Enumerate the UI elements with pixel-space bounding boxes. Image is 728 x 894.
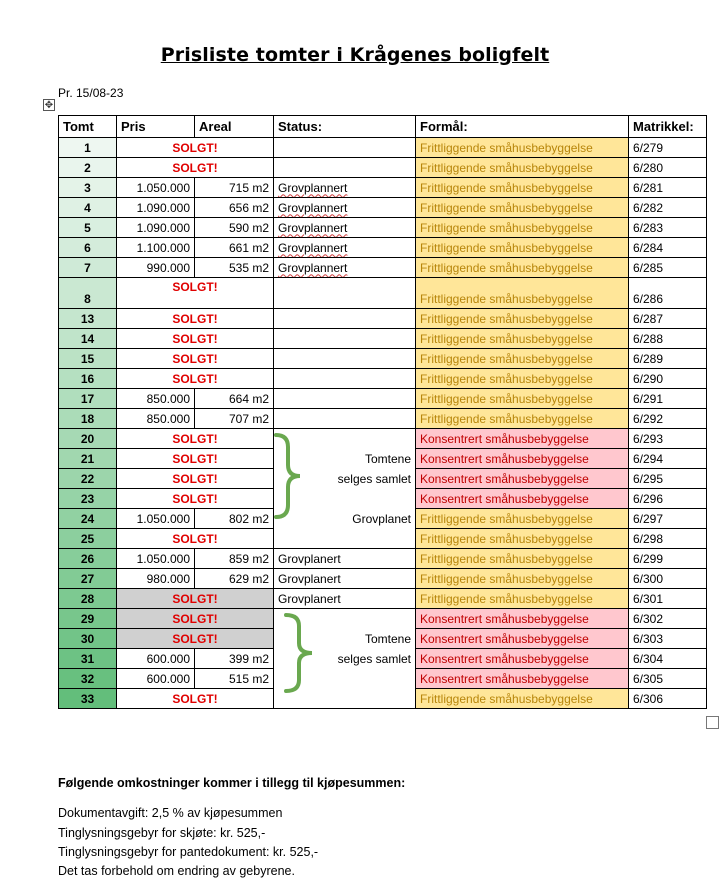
tomt-cell: 4 — [59, 198, 117, 218]
costs-heading: Følgende omkostninger kommer i tillegg til kjøpesummen: — [58, 776, 406, 790]
formal-cell: Frittliggende småhusbebyggelse — [416, 198, 629, 218]
sold-cell: SOLGT! — [117, 589, 274, 609]
formal-cell: Konsentrert småhusbebyggelse — [416, 469, 629, 489]
matrikkel-cell: 6/302 — [629, 609, 707, 629]
matrikkel-cell: 6/300 — [629, 569, 707, 589]
tomt-cell: 13 — [59, 309, 117, 329]
matrikkel-cell: 6/303 — [629, 629, 707, 649]
matrikkel-cell: 6/306 — [629, 689, 707, 709]
matrikkel-cell: 6/279 — [629, 138, 707, 158]
sold-cell: SOLGT! — [117, 629, 274, 649]
table-row — [59, 429, 707, 449]
matrikkel-cell: 6/286 — [629, 278, 707, 309]
tomt-cell: 25 — [59, 529, 117, 549]
formal-cell: Konsentrert småhusbebyggelse — [416, 669, 629, 689]
table-row — [59, 529, 707, 549]
tomt-cell: 20 — [59, 429, 117, 449]
tomt-cell: 15 — [59, 349, 117, 369]
matrikkel-cell: 6/295 — [629, 469, 707, 489]
tomt-cell: 8 — [59, 278, 117, 309]
formal-cell: Frittliggende småhusbebyggelse — [416, 589, 629, 609]
table-row — [59, 198, 707, 218]
price-cell: 1.090.000 — [117, 218, 195, 238]
price-cell: 1.100.000 — [117, 238, 195, 258]
status-text: Grovplannert — [278, 260, 348, 275]
status-text: Grovplannert — [278, 240, 348, 255]
matrikkel-cell: 6/297 — [629, 509, 707, 529]
price-cell: 1.050.000 — [117, 178, 195, 198]
table-row — [59, 238, 707, 258]
table-row — [59, 609, 707, 629]
price-cell: 850.000 — [117, 389, 195, 409]
area-cell: 515 m2 — [195, 669, 274, 689]
matrikkel-cell: 6/304 — [629, 649, 707, 669]
tomt-cell: 28 — [59, 589, 117, 609]
matrikkel-cell: 6/292 — [629, 409, 707, 429]
table-row — [59, 489, 707, 509]
tomt-cell: 6 — [59, 238, 117, 258]
matrikkel-cell: 6/284 — [629, 238, 707, 258]
status-cell — [274, 369, 416, 389]
status-cell — [274, 429, 416, 449]
formal-cell: Konsentrert småhusbebyggelse — [416, 429, 629, 449]
costs-line: Tinglysningsgebyr for skjøte: kr. 525,- — [58, 826, 266, 840]
tomt-cell: 26 — [59, 549, 117, 569]
sold-cell: SOLGT! — [117, 309, 274, 329]
status-cell: Grovplanert — [274, 549, 416, 569]
formal-cell: Frittliggende småhusbebyggelse — [416, 509, 629, 529]
sold-cell: SOLGT! — [117, 429, 274, 449]
tomt-cell: 16 — [59, 369, 117, 389]
table-row — [59, 178, 707, 198]
tomt-cell: 18 — [59, 409, 117, 429]
table-row — [59, 649, 707, 669]
matrikkel-cell: 6/294 — [629, 449, 707, 469]
header-pris: Pris — [117, 116, 195, 138]
area-cell: 802 m2 — [195, 509, 274, 529]
table-row — [59, 589, 707, 609]
formal-cell: Konsentrert småhusbebyggelse — [416, 449, 629, 469]
sold-cell: SOLGT! — [117, 689, 274, 709]
table-row — [59, 309, 707, 329]
header-tomt: Tomt — [59, 116, 117, 138]
tomt-cell: 27 — [59, 569, 117, 589]
price-cell: 850.000 — [117, 409, 195, 429]
sold-cell: SOLGT! — [117, 369, 274, 389]
price-cell: 1.050.000 — [117, 549, 195, 569]
formal-cell: Frittliggende småhusbebyggelse — [416, 278, 629, 309]
status-cell — [274, 669, 416, 689]
matrikkel-cell: 6/283 — [629, 218, 707, 238]
table-row — [59, 629, 707, 649]
matrikkel-cell: 6/301 — [629, 589, 707, 609]
matrikkel-cell: 6/285 — [629, 258, 707, 278]
matrikkel-cell: 6/289 — [629, 349, 707, 369]
status-cell — [274, 309, 416, 329]
header-status: Status: — [274, 116, 416, 138]
table-row — [59, 329, 707, 349]
table-row — [59, 158, 707, 178]
table-move-handle-icon[interactable]: ✥ — [44, 100, 54, 111]
formal-cell: Frittliggende småhusbebyggelse — [416, 569, 629, 589]
table-row — [59, 449, 707, 469]
status-cell — [274, 238, 416, 258]
status-text: Grovplannert — [278, 200, 348, 215]
formal-cell: Frittliggende småhusbebyggelse — [416, 138, 629, 158]
sold-cell: SOLGT! — [117, 609, 274, 629]
costs-line: Tinglysningsgebyr for pantedokument: kr. 525,- — [58, 845, 319, 859]
matrikkel-cell: 6/281 — [629, 178, 707, 198]
tomt-cell: 2 — [59, 158, 117, 178]
price-cell: 600.000 — [117, 649, 195, 669]
sold-cell: SOLGT! — [117, 349, 274, 369]
formal-cell: Frittliggende småhusbebyggelse — [416, 238, 629, 258]
table-resize-handle[interactable] — [706, 716, 719, 729]
table-row — [59, 278, 707, 309]
tomt-cell: 17 — [59, 389, 117, 409]
table-row — [59, 569, 707, 589]
matrikkel-cell: 6/288 — [629, 329, 707, 349]
area-cell: 399 m2 — [195, 649, 274, 669]
matrikkel-cell: 6/287 — [629, 309, 707, 329]
table-row — [59, 409, 707, 429]
status-cell — [274, 489, 416, 509]
costs-line: Det tas forbehold om endring av gebyrene. — [58, 864, 295, 878]
formal-cell: Konsentrert småhusbebyggelse — [416, 629, 629, 649]
price-cell: 980.000 — [117, 569, 195, 589]
tomt-cell: 33 — [59, 689, 117, 709]
formal-cell: Frittliggende småhusbebyggelse — [416, 158, 629, 178]
page-title: Prisliste tomter i Krågenes boligfelt — [160, 44, 550, 66]
formal-cell: Konsentrert småhusbebyggelse — [416, 649, 629, 669]
matrikkel-cell: 6/299 — [629, 549, 707, 569]
sold-cell: SOLGT! — [117, 278, 274, 309]
status-cell: selges samlet — [274, 649, 416, 669]
status-text: Grovplannert — [278, 180, 348, 195]
status-cell: Tomtene — [274, 629, 416, 649]
status-cell — [274, 198, 416, 218]
formal-cell: Frittliggende småhusbebyggelse — [416, 409, 629, 429]
matrikkel-cell: 6/296 — [629, 489, 707, 509]
table-row — [59, 218, 707, 238]
formal-cell: Frittliggende småhusbebyggelse — [416, 529, 629, 549]
formal-cell: Konsentrert småhusbebyggelse — [416, 609, 629, 629]
formal-cell: Frittliggende småhusbebyggelse — [416, 178, 629, 198]
matrikkel-cell: 6/291 — [629, 389, 707, 409]
table-row — [59, 389, 707, 409]
tomt-cell: 30 — [59, 629, 117, 649]
status-cell: selges samlet — [274, 469, 416, 489]
header-areal: Areal — [195, 116, 274, 138]
status-cell — [274, 278, 416, 309]
area-cell: 629 m2 — [195, 569, 274, 589]
matrikkel-cell: 6/293 — [629, 429, 707, 449]
matrikkel-cell: 6/282 — [629, 198, 707, 218]
matrikkel-cell: 6/298 — [629, 529, 707, 549]
status-cell — [274, 689, 416, 709]
tomt-cell: 24 — [59, 509, 117, 529]
table-row — [59, 369, 707, 389]
table-row — [59, 349, 707, 369]
status-cell: Grovplanert — [274, 589, 416, 609]
status-cell — [274, 138, 416, 158]
table-row — [59, 138, 707, 158]
formal-cell: Frittliggende småhusbebyggelse — [416, 689, 629, 709]
area-cell: 661 m2 — [195, 238, 274, 258]
status-cell — [274, 158, 416, 178]
sold-cell: SOLGT! — [117, 489, 274, 509]
formal-cell: Konsentrert småhusbebyggelse — [416, 489, 629, 509]
table-row — [59, 689, 707, 709]
price-table — [58, 115, 707, 709]
area-cell: 859 m2 — [195, 549, 274, 569]
status-cell: Tomtene — [274, 449, 416, 469]
status-cell: Grovplanet — [274, 509, 416, 529]
price-cell: 600.000 — [117, 669, 195, 689]
tomt-cell: 14 — [59, 329, 117, 349]
status-cell — [274, 529, 416, 549]
tomt-cell: 23 — [59, 489, 117, 509]
area-cell: 590 m2 — [195, 218, 274, 238]
sold-cell: SOLGT! — [117, 158, 274, 178]
table-row — [59, 509, 707, 529]
status-cell — [274, 389, 416, 409]
formal-cell: Frittliggende småhusbebyggelse — [416, 218, 629, 238]
formal-cell: Frittliggende småhusbebyggelse — [416, 349, 629, 369]
tomt-cell: 22 — [59, 469, 117, 489]
status-cell — [274, 349, 416, 369]
formal-cell: Frittliggende småhusbebyggelse — [416, 309, 629, 329]
price-date: Pr. 15/08-23 — [58, 86, 124, 100]
tomt-cell: 21 — [59, 449, 117, 469]
status-cell — [274, 178, 416, 198]
costs-line: Dokumentavgift: 2,5 % av kjøpesummen — [58, 806, 283, 820]
status-cell — [274, 409, 416, 429]
price-cell: 1.090.000 — [117, 198, 195, 218]
matrikkel-cell: 6/280 — [629, 158, 707, 178]
table-row — [59, 669, 707, 689]
tomt-cell: 7 — [59, 258, 117, 278]
status-cell — [274, 258, 416, 278]
tomt-cell: 32 — [59, 669, 117, 689]
formal-cell: Frittliggende småhusbebyggelse — [416, 258, 629, 278]
tomt-cell: 29 — [59, 609, 117, 629]
matrikkel-cell: 6/305 — [629, 669, 707, 689]
tomt-cell: 3 — [59, 178, 117, 198]
sold-cell: SOLGT! — [117, 138, 274, 158]
tomt-cell: 5 — [59, 218, 117, 238]
header-matrikkel: Matrikkel: — [629, 116, 707, 138]
sold-cell: SOLGT! — [117, 449, 274, 469]
area-cell: 664 m2 — [195, 389, 274, 409]
price-cell: 1.050.000 — [117, 509, 195, 529]
table-row — [59, 549, 707, 569]
status-cell — [274, 329, 416, 349]
formal-cell: Frittliggende småhusbebyggelse — [416, 389, 629, 409]
price-cell: 990.000 — [117, 258, 195, 278]
formal-cell: Frittliggende småhusbebyggelse — [416, 329, 629, 349]
status-text: Grovplannert — [278, 220, 348, 235]
formal-cell: Frittliggende småhusbebyggelse — [416, 369, 629, 389]
sold-cell: SOLGT! — [117, 469, 274, 489]
header-formal: Formål: — [416, 116, 629, 138]
area-cell: 707 m2 — [195, 409, 274, 429]
tomt-cell: 1 — [59, 138, 117, 158]
status-cell: Grovplanert — [274, 569, 416, 589]
matrikkel-cell: 6/290 — [629, 369, 707, 389]
area-cell: 656 m2 — [195, 198, 274, 218]
table-row — [59, 258, 707, 278]
status-cell — [274, 609, 416, 629]
tomt-cell: 31 — [59, 649, 117, 669]
table-row — [59, 469, 707, 489]
table-header-row — [59, 116, 707, 138]
area-cell: 715 m2 — [195, 178, 274, 198]
status-cell — [274, 218, 416, 238]
sold-cell: SOLGT! — [117, 329, 274, 349]
area-cell: 535 m2 — [195, 258, 274, 278]
formal-cell: Frittliggende småhusbebyggelse — [416, 549, 629, 569]
sold-cell: SOLGT! — [117, 529, 274, 549]
